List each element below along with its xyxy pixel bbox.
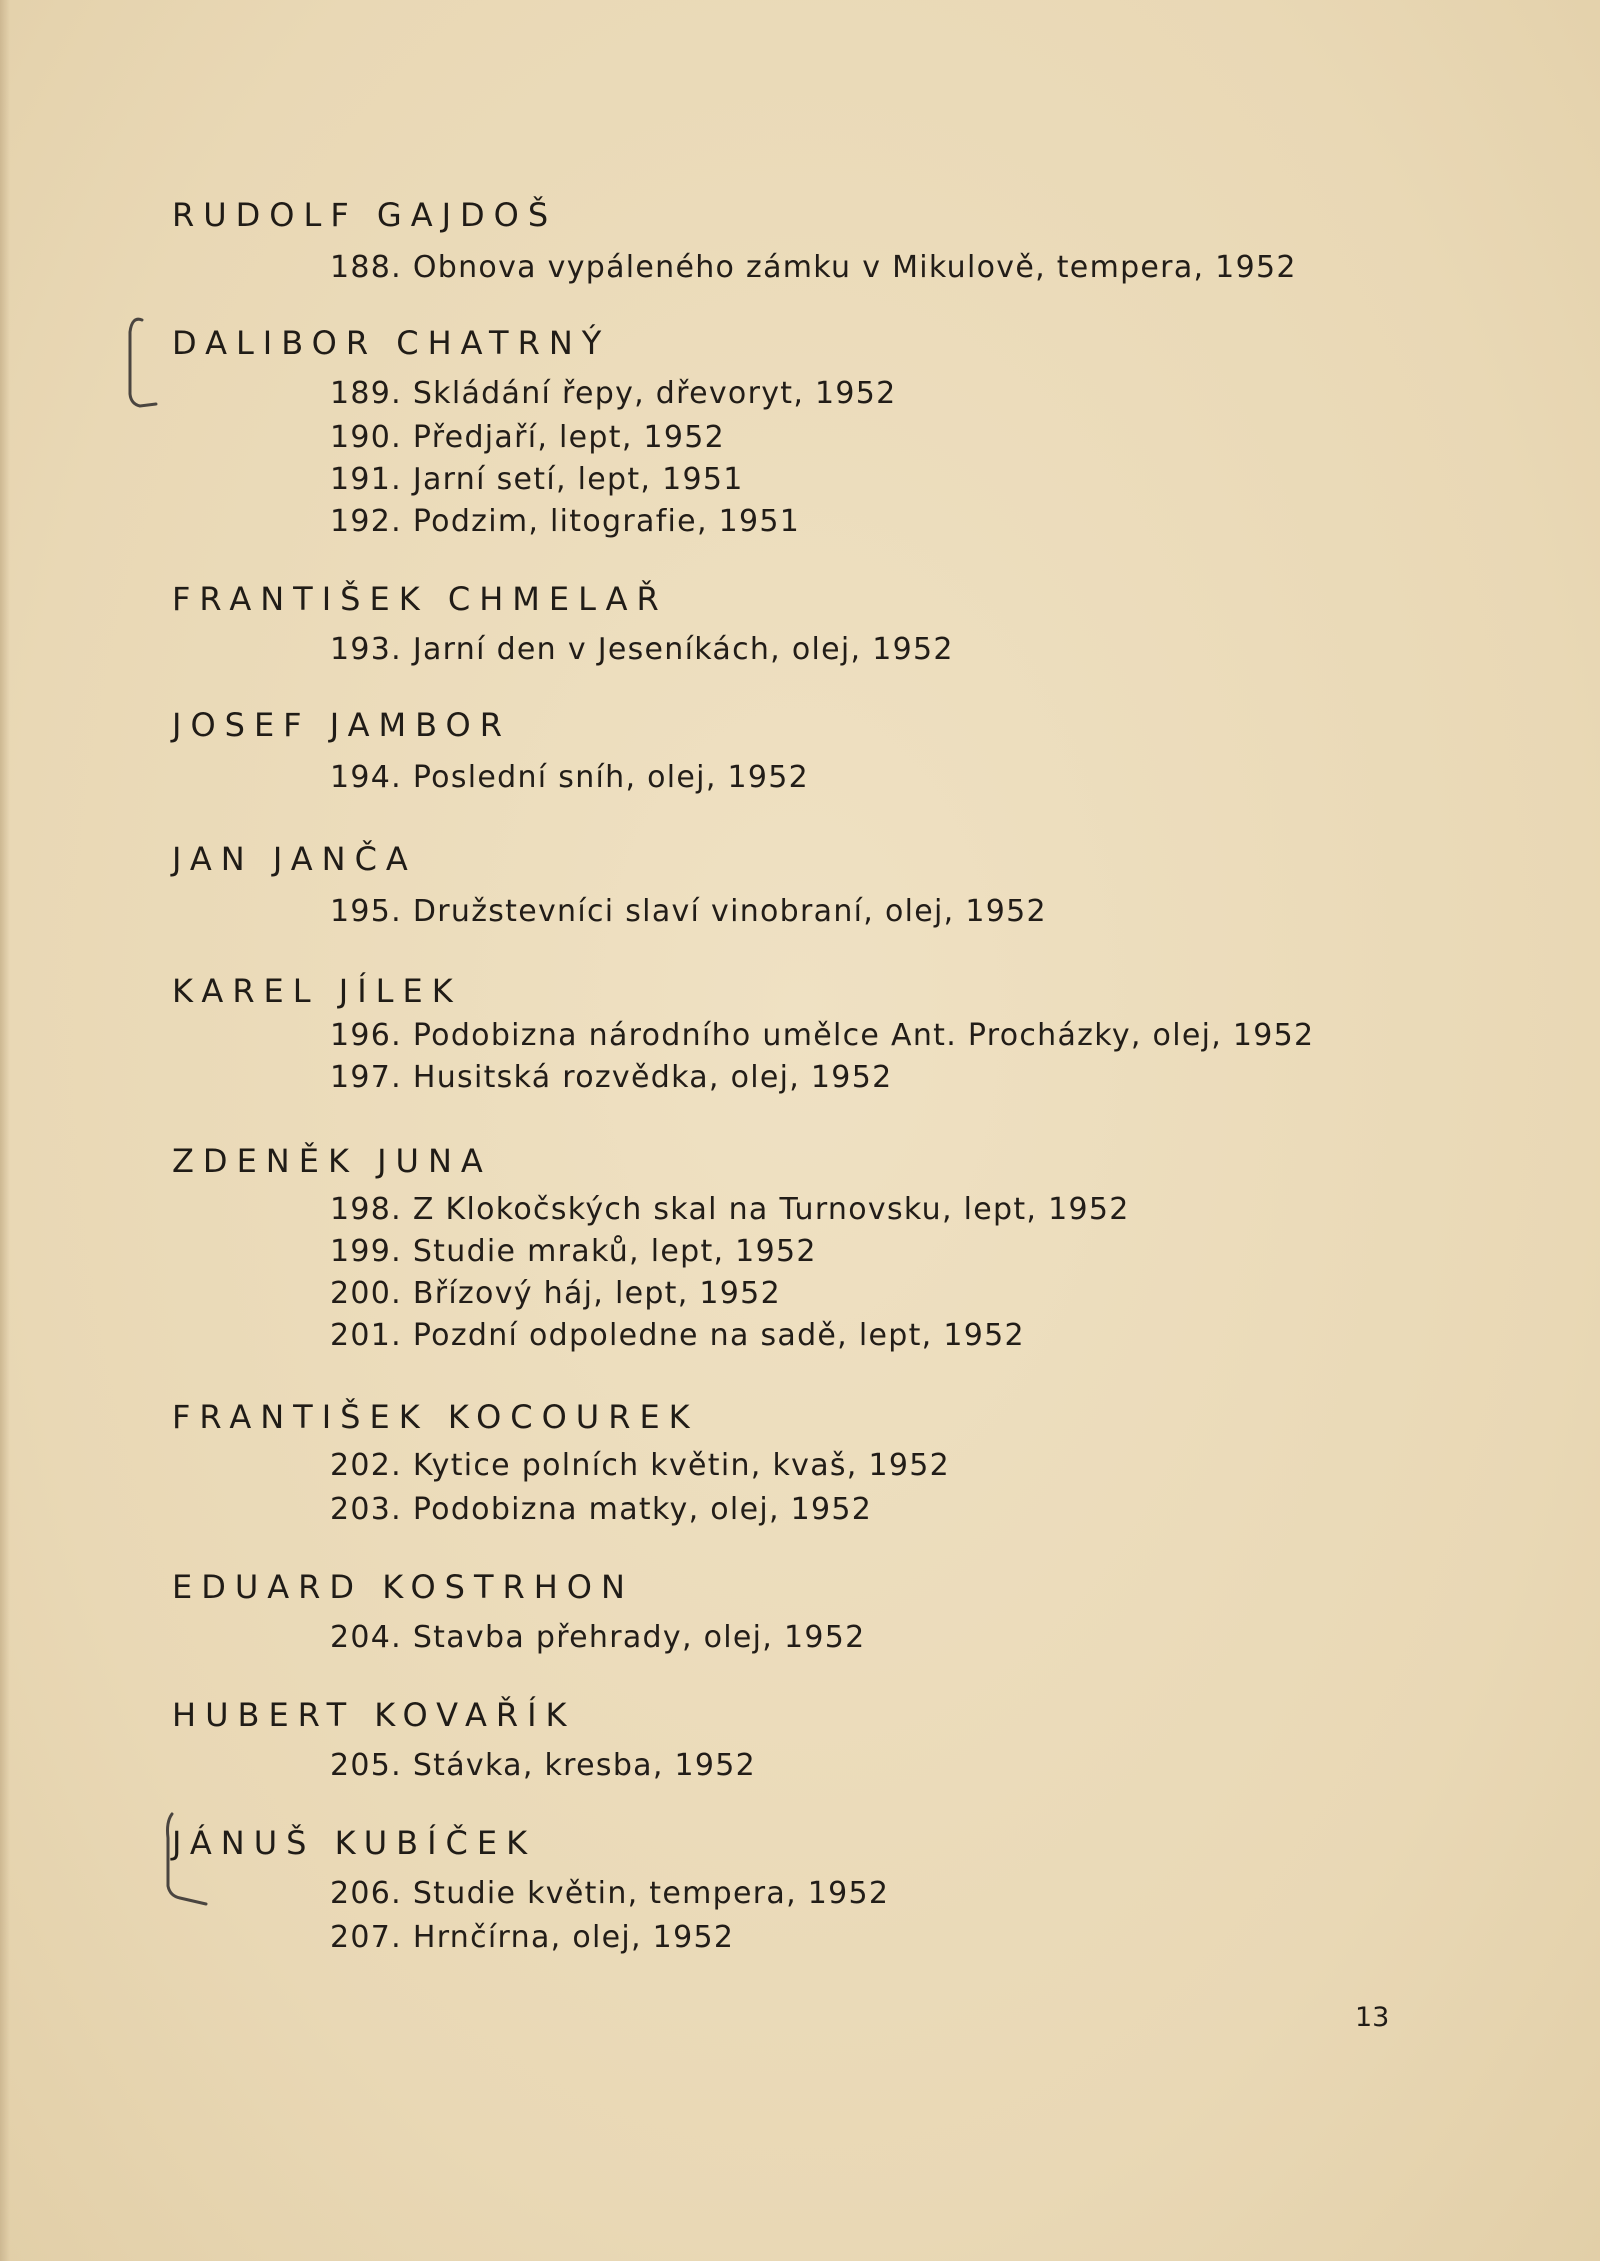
entry-number: 196.: [330, 1018, 402, 1053]
entry-title: Jarní den v Jeseníkách, olej, 1952: [412, 632, 954, 667]
entry-number: 199.: [330, 1234, 402, 1269]
entry-number: 203.: [330, 1492, 402, 1527]
catalog-entry: [330, 1318, 1025, 1353]
entry-number: 202.: [330, 1448, 402, 1483]
entry-title: Stavba přehrady, olej, 1952: [412, 1620, 866, 1655]
entry-title: Podobizna matky, olej, 1952: [412, 1492, 873, 1527]
catalog-entry: [330, 1018, 1314, 1053]
catalog-entry: [330, 1276, 781, 1311]
entry-title: Studie květin, tempera, 1952: [412, 1876, 890, 1911]
artist-name: HUBERT KOVAŘÍK: [172, 1696, 576, 1734]
entry-number: 194.: [330, 760, 402, 795]
entry-title: Kytice polních květin, kvaš, 1952: [412, 1448, 951, 1483]
catalog-entry: [330, 1876, 889, 1911]
catalog-entry: [330, 462, 744, 497]
pencil-bracket-mark: [120, 312, 180, 412]
catalog-entry: [330, 250, 1297, 285]
artist-name: EDUARD KOSTRHON: [172, 1568, 634, 1606]
entry-title: Družstevníci slaví vinobraní, olej, 1952: [412, 894, 1047, 929]
entry-title: Pozdní odpoledne na sadě, lept, 1952: [412, 1318, 1025, 1353]
pencil-bracket-mark: [158, 1808, 218, 1918]
artist-name: RUDOLF GAJDOŠ: [172, 196, 558, 234]
catalog-entry: [330, 1748, 756, 1783]
entry-title: Obnova vypáleného zámku v Mikulově, tempera, 1952: [412, 250, 1297, 285]
artist-name: DALIBOR CHATRNÝ: [172, 324, 611, 362]
entry-number: 200.: [330, 1276, 402, 1311]
entry-title: Poslední sníh, olej, 1952: [412, 760, 810, 795]
artist-name: KAREL JÍLEK: [172, 972, 462, 1010]
entry-number: 204.: [330, 1620, 402, 1655]
entry-number: 192.: [330, 504, 402, 539]
artist-name: JAN JANČA: [172, 840, 417, 878]
entry-number: 193.: [330, 632, 402, 667]
artist-name: JÁNUŠ KUBÍČEK: [172, 1824, 537, 1862]
entry-number: 205.: [330, 1748, 402, 1783]
artist-name: ZDENĚK JUNA: [172, 1142, 492, 1180]
catalog-entry: [330, 1920, 734, 1955]
entry-title: Předjaří, lept, 1952: [412, 420, 726, 455]
catalog-entry: [330, 1060, 892, 1095]
entry-number: 190.: [330, 420, 402, 455]
catalog-entry: [330, 376, 897, 411]
entry-title: Studie mraků, lept, 1952: [412, 1234, 817, 1269]
artist-name: FRANTIŠEK KOCOUREK: [172, 1398, 699, 1436]
entry-number: 188.: [330, 250, 402, 285]
entry-title: Z Klokočských skal na Turnovsku, lept, 1952: [412, 1192, 1130, 1227]
catalog-entry: [330, 1192, 1130, 1227]
page-number: 13: [1355, 2002, 1390, 2033]
entry-number: 198.: [330, 1192, 402, 1227]
catalog-entry: [330, 760, 809, 795]
entry-title: Skládání řepy, dřevoryt, 1952: [412, 376, 897, 411]
entry-title: Podobizna národního umělce Ant. Procházky, olej, 1952: [412, 1018, 1315, 1053]
catalog-entry: [330, 632, 954, 667]
entry-title: Stávka, kresba, 1952: [412, 1748, 757, 1783]
catalog-entry: [330, 420, 725, 455]
catalog-entry: [330, 1492, 872, 1527]
catalog-entry: [330, 1620, 866, 1655]
entry-number: 201.: [330, 1318, 402, 1353]
entry-title: Podzim, litografie, 1951: [412, 504, 801, 539]
entry-number: 197.: [330, 1060, 402, 1095]
catalog-entry: [330, 894, 1047, 929]
catalog-entry: [330, 1234, 817, 1269]
entry-number: 195.: [330, 894, 402, 929]
entry-number: 206.: [330, 1876, 402, 1911]
artist-name: JOSEF JAMBOR: [172, 706, 511, 744]
entry-number: 191.: [330, 462, 402, 497]
entry-number: 189.: [330, 376, 402, 411]
entry-title: Husitská rozvědka, olej, 1952: [412, 1060, 893, 1095]
entry-title: Jarní setí, lept, 1951: [412, 462, 744, 497]
entry-title: Hrnčírna, olej, 1952: [412, 1920, 735, 1955]
entry-title: Břízový háj, lept, 1952: [412, 1276, 781, 1311]
catalog-entry: [330, 1448, 950, 1483]
catalog-entry: [330, 504, 800, 539]
entry-number: 207.: [330, 1920, 402, 1955]
artist-name: FRANTIŠEK CHMELAŘ: [172, 580, 668, 618]
